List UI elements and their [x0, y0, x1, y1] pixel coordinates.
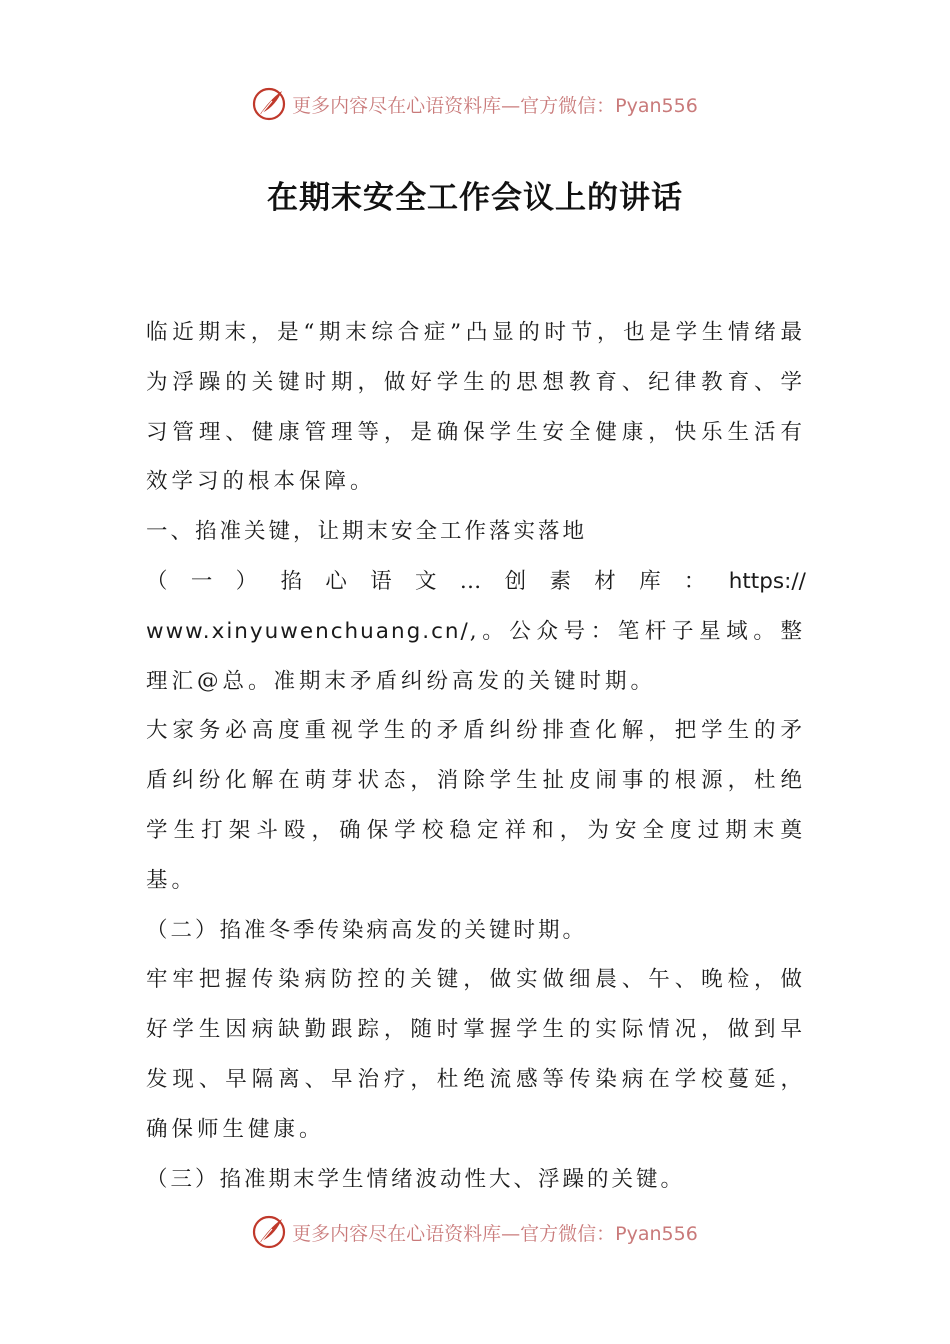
item-1-char: 语	[370, 568, 396, 594]
item-1-rest: ,。公众号：笔杆子星域。整理汇@总。准期末矛盾纠纷高发的关键时期。	[146, 618, 806, 694]
watermark-banner-bottom	[0, 1212, 950, 1252]
watermark-id: Pyan556	[615, 1222, 698, 1245]
page-title: 在期末安全工作会议上的讲话	[267, 180, 683, 216]
item-1-continued	[146, 607, 806, 707]
item-1-char: 库	[639, 568, 665, 594]
watermark-banner-top	[0, 84, 950, 124]
item-1-char: 创	[504, 568, 531, 594]
item-1-char: ）	[235, 568, 262, 594]
item-2-heading: （二）掐准冬季传染病高发的关键时期。	[146, 917, 588, 943]
document-body	[146, 308, 806, 1204]
item-1-char: 一	[190, 568, 217, 594]
item-1-url-start: https://	[728, 568, 806, 594]
watermark-text: 更多内容尽在心语资料库—官方微信：	[292, 1222, 616, 1245]
paragraph-2: 大家务必高度重视学生的矛盾纠纷排查化解，把学生的矛盾纠纷化解在萌芽状态，消除学生扯皮闹事的根源，杜绝学生打架斗殴，确保学校稳定祥和，为安全度过期末奠基。	[146, 718, 806, 893]
item-1-char: …	[459, 568, 486, 594]
item-1-first-line	[146, 557, 806, 607]
watermark-text: 更多内容尽在心语资料库—官方微信：	[292, 94, 616, 117]
item-1-char: 心	[325, 568, 351, 594]
item-1-char: （	[146, 568, 172, 594]
item-3-heading: （三）掐准期末学生情绪波动性大、浮躁的关键。	[146, 1166, 686, 1192]
item-1-char: 掐	[280, 568, 306, 594]
watermark-id: Pyan556	[615, 94, 698, 117]
item-1-char: ：	[683, 568, 710, 594]
quill-logo-icon	[252, 86, 288, 122]
item-1-char: 材	[594, 568, 620, 594]
section-heading-1: 一、掐准关键，让期末安全工作落实落地	[146, 519, 588, 545]
paragraph-3: 牢牢把握传染病防控的关键，做实做细晨、午、晚检，做好学生因病缺勤跟踪，随时掌握学生的实际情况，做到早发现、早隔离、早治疗，杜绝流感等传染病在学校蔓延，确保师生健康。	[146, 967, 806, 1142]
intro-paragraph: 临近期末，是“期末综合症”凸显的时节，也是学生情绪最为浮躁的关键时期，做好学生的思想教育、纪律教育、学习管理、健康管理等，是确保学生安全健康，快乐生活有效学习的根本保障。	[146, 320, 806, 495]
quill-logo-icon	[252, 1214, 288, 1250]
item-1-url: www.xinyuwenchuang.cn/	[146, 618, 470, 644]
item-1-char: 文	[414, 568, 441, 594]
item-1-char: 素	[549, 568, 575, 594]
